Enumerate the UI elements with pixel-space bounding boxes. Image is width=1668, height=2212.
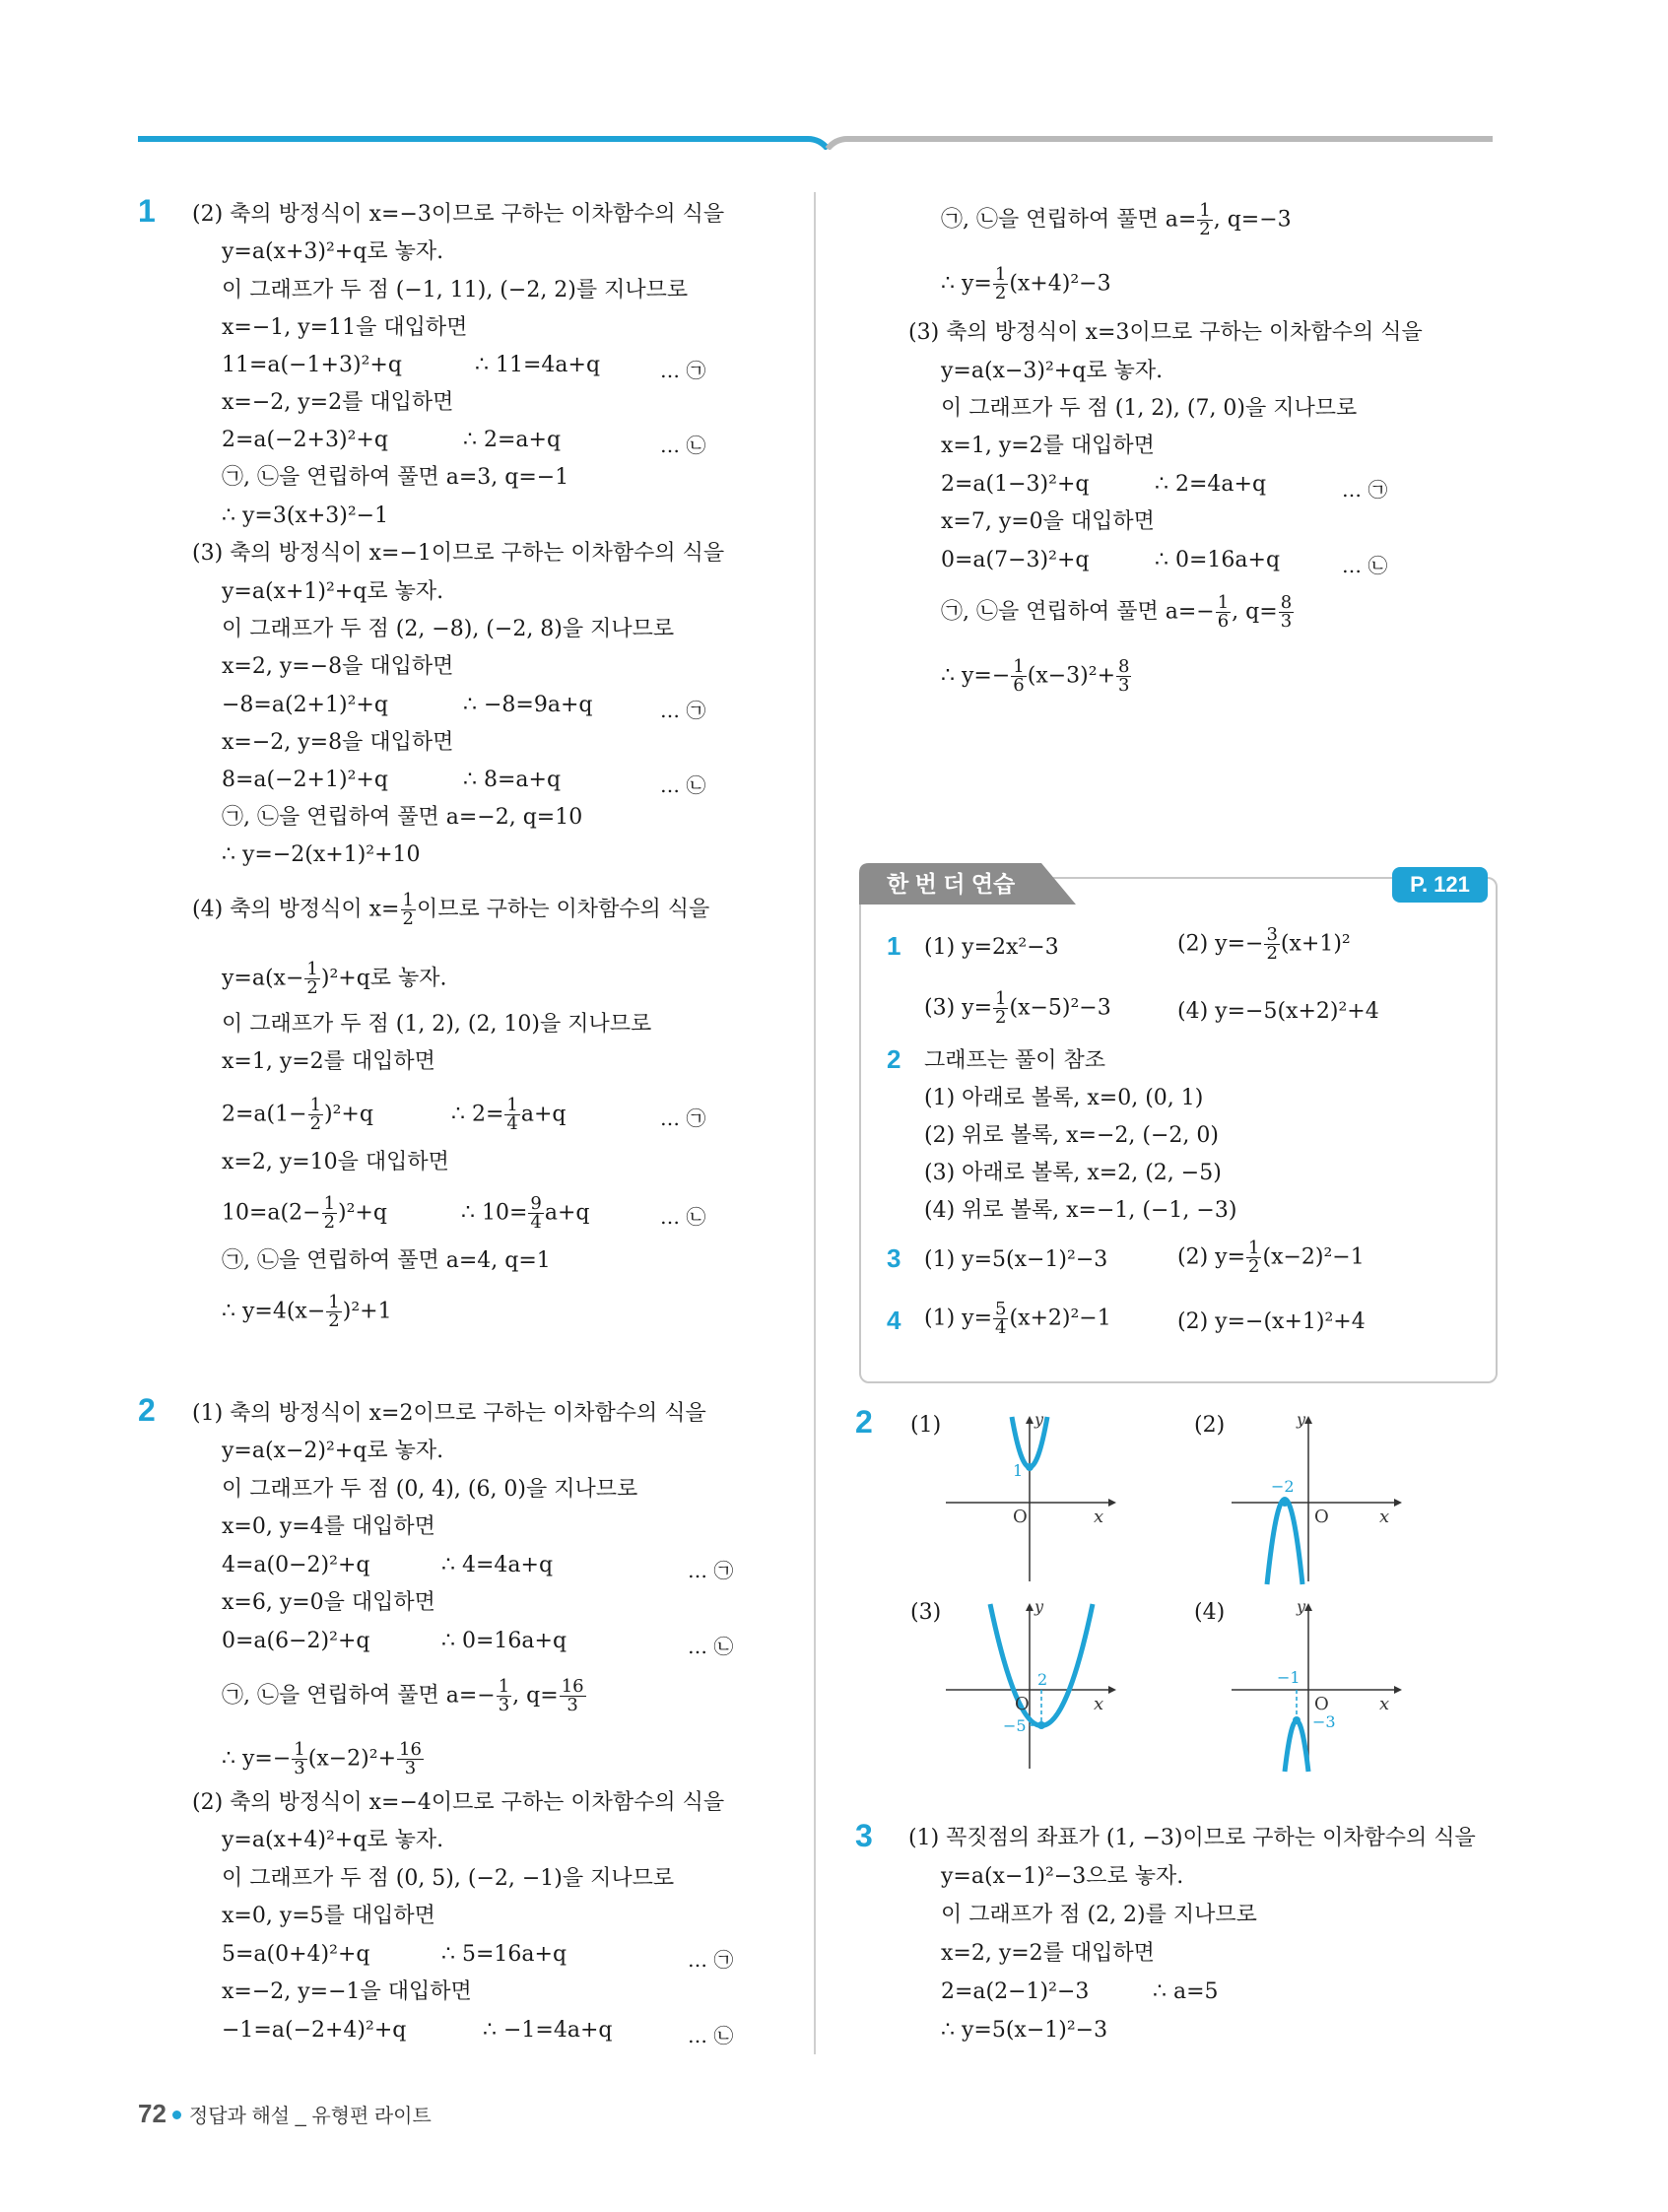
fraction: $\frac{8}{3}$ [1118,656,1130,696]
y-axis-label: y [1034,1597,1044,1616]
solution-line: x=1, y=2를 대입하면 [941,434,1155,458]
fraction: $\frac{1}{2}$ [309,1095,322,1134]
solution-line: (4) 축의 방정식이 x= $\frac{1}{2}$ 이므로 구하는 이차함수의 식을 [192,890,710,929]
fraction: $\frac{1}{2}$ [323,1193,336,1233]
answer-line: 그래프는 풀이 참조 [924,1048,1106,1073]
page-reference-badge: P. 121 [1392,867,1488,903]
equation-marker: … ㉠ [688,1948,734,1972]
solution-line: −8=a(2+1)²+q [222,693,388,717]
side-equation: ∴ 2= $\frac{1}{4}$ a+q [451,1095,567,1134]
y-axis-label: y [1297,1410,1306,1429]
equation-marker: … ㉡ [660,1205,706,1229]
answer-number: 3 [887,1243,901,1273]
solution-line: x=2, y=2를 대입하면 [941,1941,1155,1966]
solution-line: x=0, y=4를 대입하면 [222,1514,435,1539]
solution-line: 이 그래프가 두 점 (1, 2), (7, 0)을 지나므로 [941,396,1358,421]
fraction: $\frac{1}{6}$ [1013,656,1025,696]
fraction: $\frac{1}{2}$ [402,890,414,929]
solution-line: x=0, y=5를 대입하면 [222,1904,435,1928]
column-divider [814,192,816,2054]
answer-number: 1 [887,931,901,961]
answer-line: (4) 위로 볼록, x=−1, (−1, −3) [924,1198,1237,1223]
answer-line: (3) y= $\frac{1}{2}$ (x−5)²−3 [924,988,1111,1028]
solution-line: 10=a(2− $\frac{1}{2}$ )²+q [222,1193,387,1233]
graph-downward-parabola-4 [1222,1596,1419,1774]
side-equation: ∴ 2=a+q [463,428,562,452]
problem-number: 2 [855,1404,873,1440]
solution-line: 이 그래프가 점 (2, 2)를 지나므로 [941,1903,1257,1927]
solution-line: y=a(x+3)²+q로 놓자. [222,239,444,264]
answer-number: 2 [887,1044,901,1074]
solution-line: (2) 축의 방정식이 x=−3이므로 구하는 이차함수의 식을 [192,202,725,227]
problem-number: 1 [138,193,156,229]
graph-label: (1) [910,1413,942,1438]
graph-label: (4) [1194,1600,1226,1625]
solution-line: y=a(x−3)²+q로 놓자. [941,359,1164,383]
origin-label: O [1314,1694,1329,1714]
solution-line: ㉠, ㉡을 연립하여 풀면 a= $\frac{1}{2}$ , q=−3 [941,200,1292,239]
answer-line: (1) y=5(x−1)²−3 [924,1247,1108,1272]
solution-line: x=2, y=−8을 대입하면 [222,654,454,679]
vertex-x-label: −1 [1277,1668,1301,1687]
vertex-x-label: 2 [1037,1670,1048,1689]
fraction: $\frac{5}{4}$ [995,1299,1007,1338]
solution-line: 이 그래프가 두 점 (2, −8), (−2, 8)을 지나므로 [222,617,675,641]
solution-line: x=1, y=2를 대입하면 [222,1049,435,1074]
side-equation: ∴ 8=a+q [463,768,562,792]
solution-line: 이 그래프가 두 점 (0, 4), (6, 0)을 지나므로 [222,1477,638,1502]
page-footer [138,2099,432,2129]
fraction: $\frac{1}{4}$ [506,1095,518,1134]
solution-line: 11=a(−1+3)²+q [222,353,402,377]
solution-line: 2=a(−2+3)²+q [222,428,388,452]
solution-line: y=a(x−2)²+q로 놓자. [222,1439,444,1463]
solution-line: ∴ y= $\frac{1}{2}$ (x+4)²−3 [941,264,1111,303]
solution-line: ㉠, ㉡을 연립하여 풀면 a=3, q=−1 [222,465,569,490]
x-axis-label: x [1094,1507,1104,1527]
origin-label: O [1015,1694,1030,1714]
solution-line: y=a(x+1)²+q로 놓자. [222,579,444,604]
solution-line: 이 그래프가 두 점 (1, 2), (2, 10)을 지나므로 [222,1012,652,1037]
solution-line: (3) 축의 방정식이 x=3이므로 구하는 이차함수의 식을 [908,320,1423,345]
solution-line: 0=a(6−2)²+q [222,1629,370,1653]
origin-label: O [1314,1507,1329,1527]
fraction: $\frac{1}{2}$ [995,988,1007,1028]
practice-title: 한 번 더 연습 [887,871,1016,897]
answer-line: (3) 아래로 볼록, x=2, (2, −5) [924,1161,1222,1185]
problem-number: 3 [855,1818,873,1853]
side-equation: ∴ −8=9a+q [463,693,593,717]
solution-line: ㉠, ㉡을 연립하여 풀면 a=− $\frac{1}{3}$ , q= $\frac{16}{3}$ [222,1676,584,1715]
vertex-value-label: −2 [1271,1477,1295,1496]
fraction: $\frac{1}{2}$ [1199,200,1211,239]
solution-line: ∴ y=− $\frac{1}{3}$ (x−2)²+ $\frac{16}{3}$ [222,1739,422,1778]
equation-marker: … ㉡ [688,1635,734,1658]
graph-label: (3) [910,1600,942,1625]
solution-line: x=6, y=0을 대입하면 [222,1590,435,1615]
answer-number: 4 [887,1306,901,1335]
fraction: $\frac{9}{4}$ [530,1193,542,1233]
x-axis-label: x [1379,1507,1390,1527]
solution-line: (1) 축의 방정식이 x=2이므로 구하는 이차함수의 식을 [192,1401,706,1426]
fraction: $\frac{1}{3}$ [294,1739,305,1778]
problem-number: 2 [138,1392,156,1428]
solution-line: x=−2, y=8을 대입하면 [222,730,454,755]
solution-line: 4=a(0−2)²+q [222,1553,370,1577]
side-equation: ∴ 5=16a+q [441,1942,567,1967]
fraction: $\frac{16}{3}$ [561,1676,584,1715]
equation-marker: … ㉡ [660,773,706,797]
graph-upward-parabola-3 [936,1596,1133,1774]
answer-line: (1) y= $\frac{5}{4}$ (x+2)²−1 [924,1299,1111,1338]
equation-marker: … ㉠ [660,1106,706,1130]
equation-marker: … ㉠ [660,359,706,382]
fraction: $\frac{8}{3}$ [1280,592,1293,632]
equation-marker: … ㉡ [660,434,706,457]
fraction: $\frac{1}{2}$ [1248,1238,1260,1277]
answer-line: (2) 위로 볼록, x=−2, (−2, 0) [924,1123,1219,1148]
answer-line: (2) y=− $\frac{3}{2}$ (x+1)² [1177,924,1351,964]
solution-line: y=a(x− $\frac{1}{2}$ )²+q로 놓자. [222,959,447,998]
y-axis-label: y [1297,1597,1306,1616]
y-axis-label: y [1034,1410,1044,1429]
solution-line: ∴ y=5(x−1)²−3 [941,2018,1108,2043]
header-bar [138,136,1493,150]
answer-line: (1) y=2x²−3 [924,935,1059,960]
solution-line: y=a(x−1)²−3으로 놓자. [941,1864,1184,1889]
solution-line: 2=a(1−3)²+q [941,472,1090,497]
solution-line: ∴ y=4(x− $\frac{1}{2}$ )²+1 [222,1292,392,1331]
fraction: $\frac{3}{2}$ [1266,924,1278,964]
fraction: $\frac{1}{2}$ [306,959,318,998]
bullet-dot-icon [172,2111,181,2119]
solution-line: ∴ y=− $\frac{1}{6}$ (x−3)²+ $\frac{8}{3}$ [941,656,1130,696]
x-axis-label: x [1094,1694,1104,1714]
fraction: $\frac{1}{6}$ [1217,592,1230,632]
side-equation: ∴ 4=4a+q [441,1553,554,1577]
solution-line: x=7, y=0을 대입하면 [941,509,1155,534]
solution-line: ∴ y=3(x+3)²−1 [222,503,389,528]
equation-marker: … ㉠ [688,1559,734,1582]
solution-line: x=−2, y=2를 대입하면 [222,390,454,415]
graph-upward-parabola-1 [936,1409,1133,1586]
solution-line: x=−2, y=−1을 대입하면 [222,1979,472,2004]
solution-line: −1=a(−2+4)²+q [222,2018,407,2043]
page-number: 72 [138,2099,167,2128]
answer-line: (2) y= $\frac{1}{2}$ (x−2)²−1 [1177,1238,1365,1277]
solution-line: (3) 축의 방정식이 x=−1이므로 구하는 이차함수의 식을 [192,541,725,566]
graph-downward-parabola-2 [1222,1409,1419,1586]
solution-line: ∴ y=−2(x+1)²+10 [222,842,421,867]
side-equation: ∴ 10= $\frac{9}{4}$ a+q [461,1193,590,1233]
vertex-y-label: −3 [1312,1712,1336,1731]
side-equation: ∴ 11=4a+q [475,353,601,377]
side-equation: ∴ 0=16a+q [441,1629,567,1653]
answer-line: (4) y=−5(x+2)²+4 [1177,999,1379,1024]
solution-line: 이 그래프가 두 점 (−1, 11), (−2, 2)를 지나므로 [222,278,689,302]
solution-line: (1) 꼭짓점의 좌표가 (1, −3)이므로 구하는 이차함수의 식을 [908,1826,1476,1850]
fraction: $\frac{1}{3}$ [498,1676,510,1715]
solution-line: 8=a(−2+1)²+q [222,768,388,792]
side-equation: ∴ 0=16a+q [1155,548,1281,572]
x-axis-label: x [1379,1694,1390,1714]
solution-line: 2=a(2−1)²−3 [941,1979,1090,2004]
vertex-y-label: −5 [1003,1716,1027,1735]
solution-line: x=2, y=10을 대입하면 [222,1150,449,1174]
equation-marker: … ㉡ [1342,554,1388,577]
fraction: $\frac{16}{3}$ [399,1739,422,1778]
graph-label: (2) [1194,1413,1226,1438]
solution-line: x=−1, y=11을 대입하면 [222,315,468,340]
solution-line: ㉠, ㉡을 연립하여 풀면 a=− $\frac{1}{6}$ , q= $\frac{8}{3}$ [941,592,1293,632]
equation-marker: … ㉡ [688,2024,734,2047]
solution-line: ㉠, ㉡을 연립하여 풀면 a=4, q=1 [222,1248,551,1273]
side-equation: ∴ a=5 [1153,1979,1219,2004]
answer-line: (1) 아래로 볼록, x=0, (0, 1) [924,1086,1204,1110]
solution-line: 5=a(0+4)²+q [222,1942,370,1967]
answer-line: (2) y=−(x+1)²+4 [1177,1309,1366,1334]
side-equation: ∴ 2=4a+q [1155,472,1267,497]
vertex-value-label: 1 [1013,1461,1024,1480]
origin-label: O [1013,1507,1028,1527]
footer-text: 정답과 해설 _ 유형편 라이트 [188,2106,432,2127]
equation-marker: … ㉠ [1342,478,1388,502]
side-equation: ∴ −1=4a+q [483,2018,613,2043]
solution-line: y=a(x+4)²+q로 놓자. [222,1828,444,1852]
fraction: $\frac{1}{2}$ [994,264,1007,303]
solution-line: 이 그래프가 두 점 (0, 5), (−2, −1)을 지나므로 [222,1866,675,1891]
solution-line: 0=a(7−3)²+q [941,548,1090,572]
fraction: $\frac{1}{2}$ [328,1292,340,1331]
solution-line: 2=a(1− $\frac{1}{2}$ )²+q [222,1095,373,1134]
solution-line: (2) 축의 방정식이 x=−4이므로 구하는 이차함수의 식을 [192,1790,725,1815]
equation-marker: … ㉠ [660,699,706,722]
solution-line: ㉠, ㉡을 연립하여 풀면 a=−2, q=10 [222,805,583,830]
